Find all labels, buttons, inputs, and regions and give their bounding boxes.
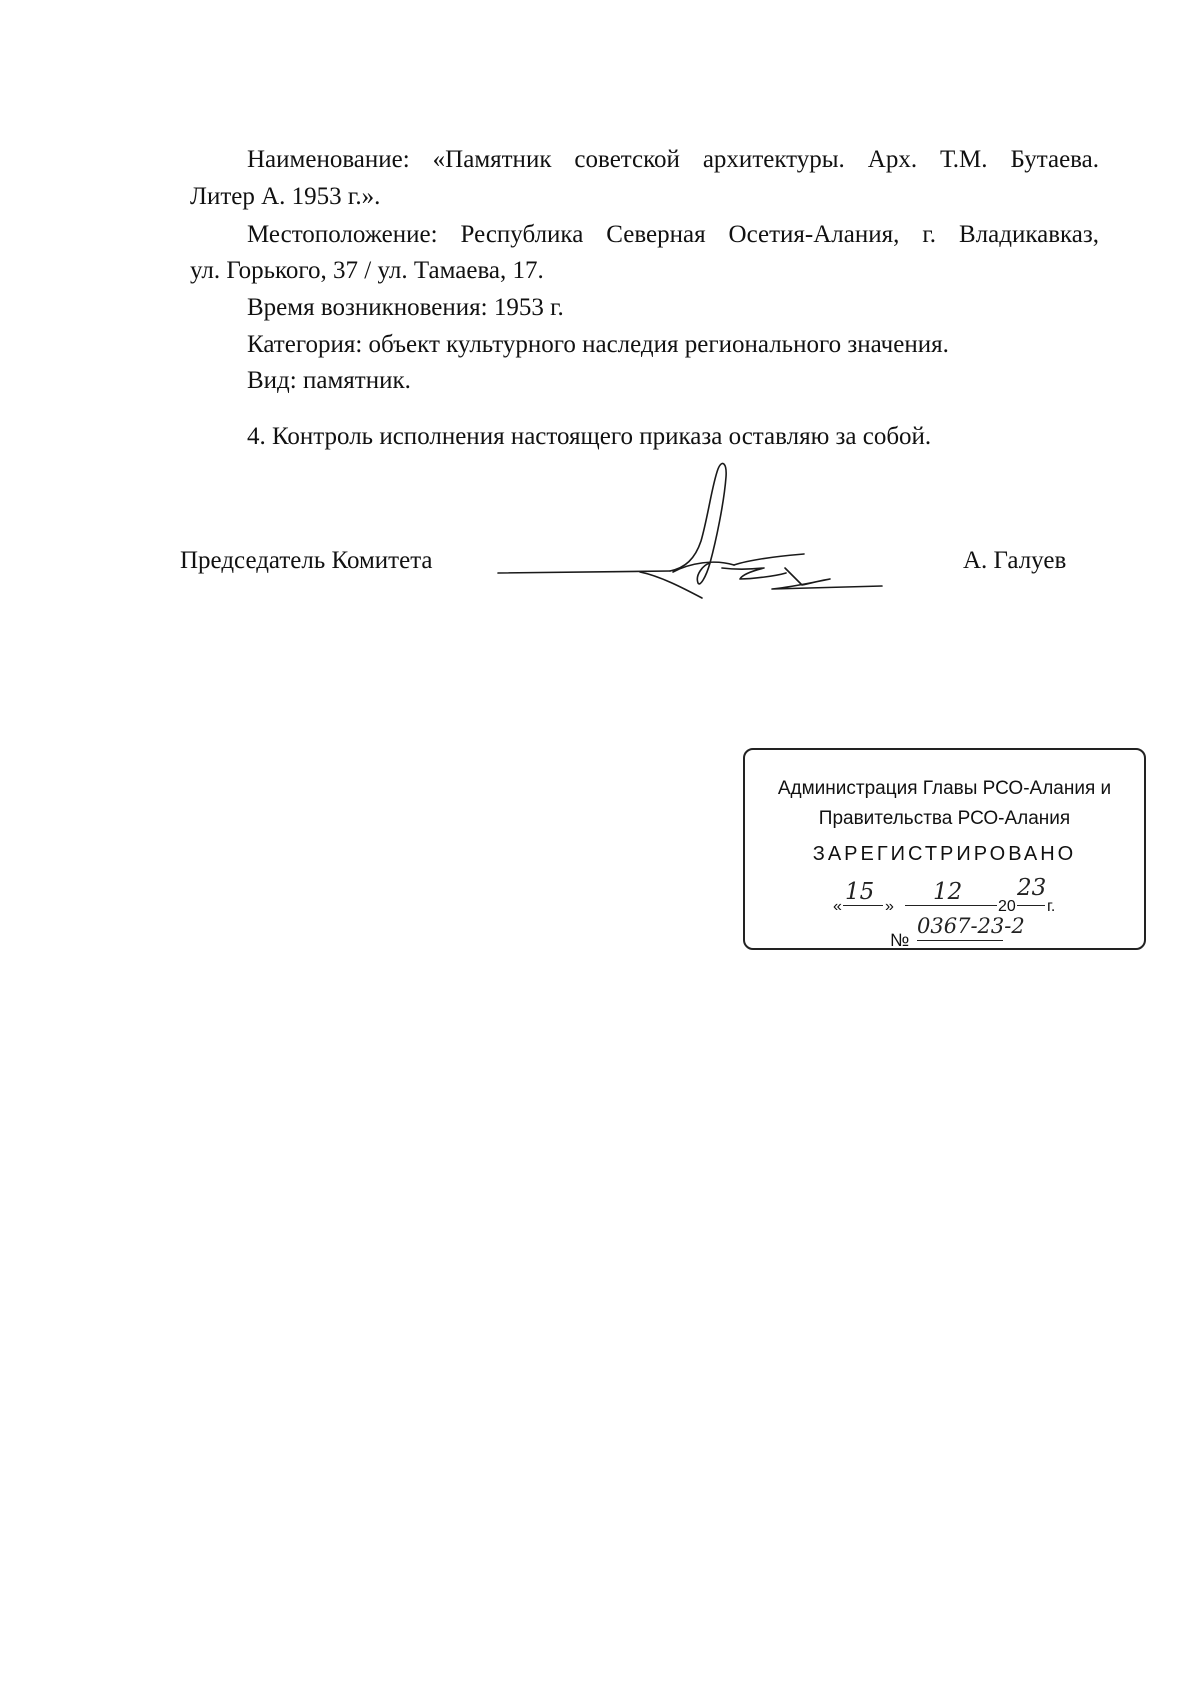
stamp-number: 0367-23-2 <box>917 914 1025 938</box>
stamp-org-line1: Администрация Главы РСО-Алания и <box>777 778 1112 799</box>
stamp-quote-close: » <box>885 898 894 915</box>
stamp-month: 12 <box>933 879 963 905</box>
stamp-year-underline <box>1017 905 1045 906</box>
name-paragraph-line1: Наименование: «Памятник советской архитектуры. Арх. Т.М. Бутаева. <box>247 146 1099 173</box>
stamp-day-underline <box>843 905 883 906</box>
location-paragraph-line2: ул. Горького, 37 / ул. Тамаева, 17. <box>190 257 544 284</box>
stamp-registered: ЗАРЕГИСТРИРОВАНО <box>812 843 1077 865</box>
stamp-number-underline <box>917 940 1003 941</box>
item-4-control: 4. Контроль исполнения настоящего приказа оставляю за собой. <box>247 423 932 450</box>
signer-name: А. Галуев <box>963 547 1067 574</box>
signer-position: Председатель Комитета <box>180 547 433 574</box>
location-paragraph-line1: Местоположение: Республика Северная Осетия-Алания, г. Владикавказ, <box>247 221 1099 248</box>
stamp-year-suffix: г. <box>1047 898 1056 915</box>
stamp-month-underline <box>905 905 997 906</box>
stamp-year-prefix: 20 <box>998 898 1016 915</box>
name-paragraph-line2: Литер А. 1953 г.». <box>190 183 381 210</box>
registration-stamp <box>743 748 1146 950</box>
stamp-day: 15 <box>845 879 875 905</box>
stamp-quote-open: « <box>833 898 842 915</box>
handwritten-signature <box>490 455 960 610</box>
stamp-org-line2: Правительства РСО-Алания <box>818 808 1071 829</box>
kind: Вид: памятник. <box>247 367 411 394</box>
category: Категория: объект культурного наследия регионального значения. <box>247 331 949 358</box>
time-of-origin: Время возникновения: 1953 г. <box>247 294 564 321</box>
stamp-number-label: № <box>890 930 910 950</box>
stamp-year: 23 <box>1017 875 1047 901</box>
